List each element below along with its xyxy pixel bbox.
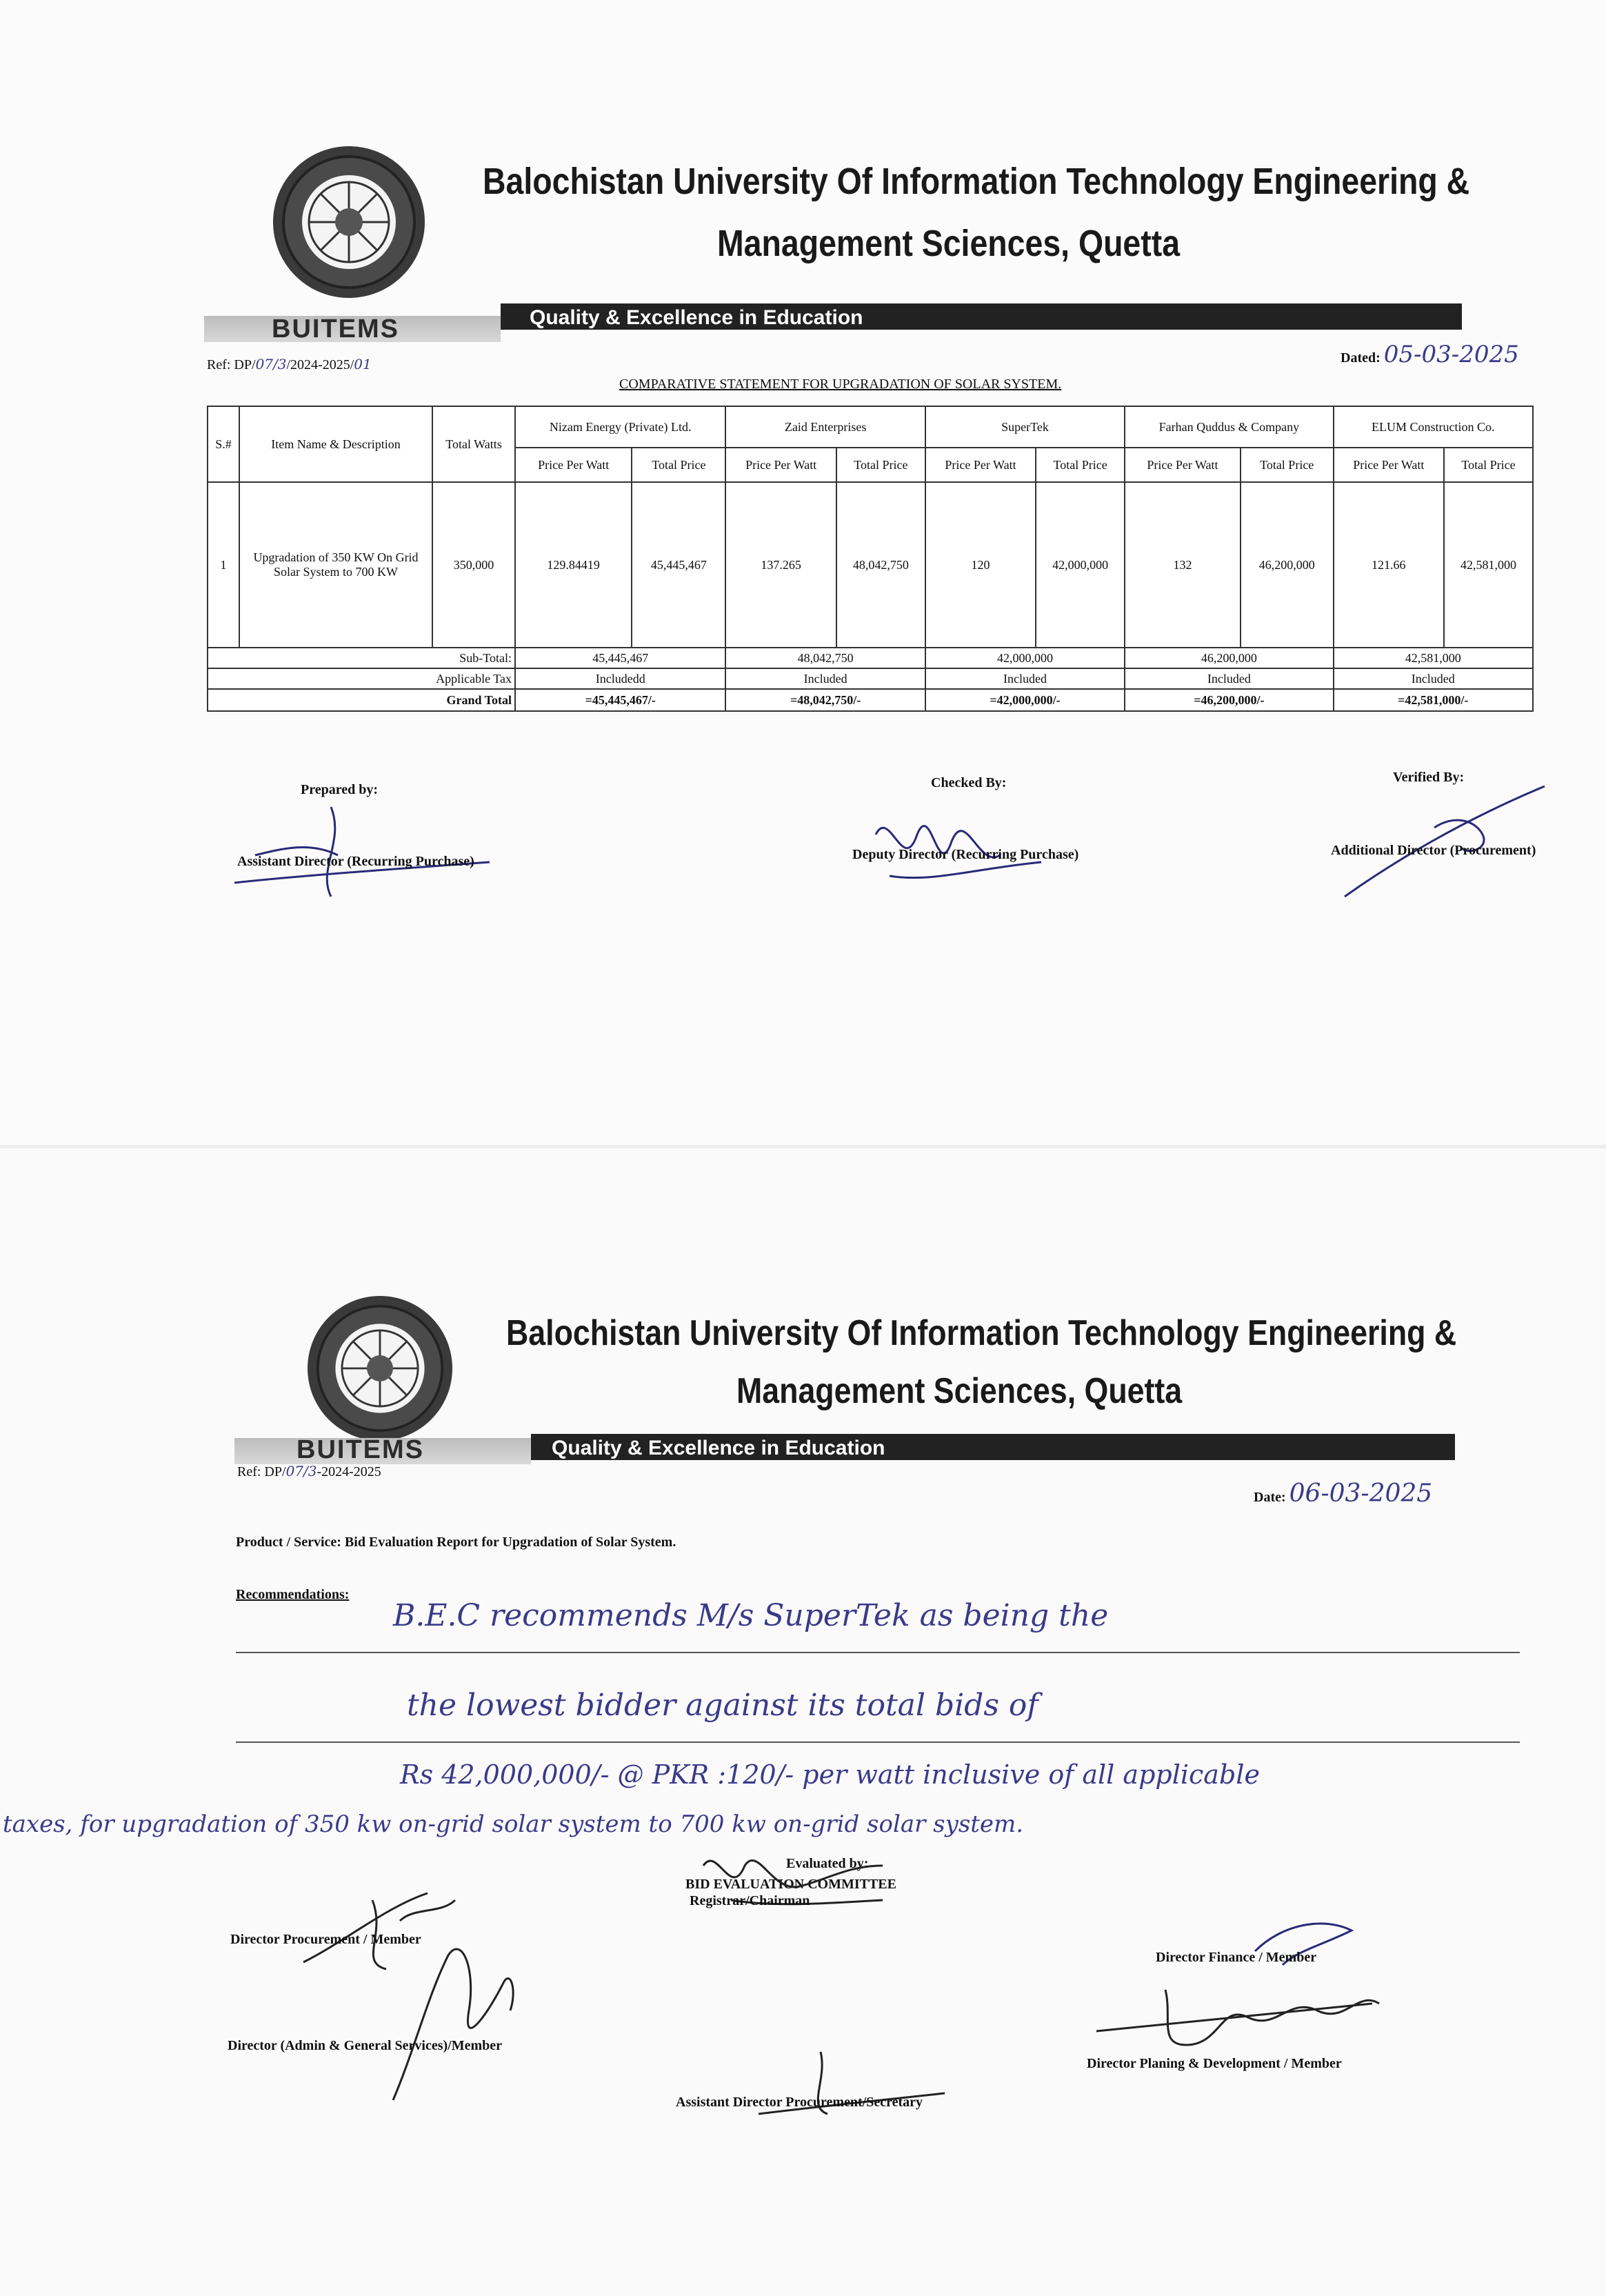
- table-row: [208, 482, 1533, 648]
- subtotal-value: 45,445,467: [515, 648, 725, 668]
- reference-number: Ref: DP/07/3-2024-2025: [237, 1463, 381, 1479]
- vendor-name: ELUM Construction Co.: [1334, 406, 1533, 448]
- grand-total-value: =45,445,467/-: [515, 689, 725, 711]
- grand-total-value: =42,581,000/-: [1334, 689, 1533, 711]
- recommendation-line-1: B.E.C recommends M/s SuperTek as being the: [393, 1598, 1109, 1633]
- subtotal-label: Sub-Total:: [208, 648, 515, 668]
- cell-total: 48,042,750: [836, 482, 925, 648]
- subheader-total: Total Price: [836, 448, 925, 482]
- vendor-name: SuperTek: [925, 406, 1125, 448]
- university-name-line1: Balochistan University Of Information Technology Engineering &: [483, 161, 1470, 202]
- subheader-ppw: Price Per Watt: [515, 448, 632, 482]
- recommendations-label: Recommendations:: [236, 1587, 350, 1602]
- signature-dir-admin: [372, 1928, 524, 2107]
- asst-dir-title: Assistant Director Procurement/Secretary: [676, 2095, 923, 2110]
- subheader-ppw: Price Per Watt: [725, 448, 836, 482]
- cell-ppw: 120: [925, 482, 1036, 648]
- date-field: Dated: 05-03-2025: [1341, 341, 1519, 368]
- verified-by-title: Additional Director (Procurement): [1331, 843, 1536, 858]
- evaluated-by-label: Evaluated by:: [786, 1856, 869, 1871]
- cell-ppw: 129.84419: [515, 482, 632, 648]
- tax-value: Includedd: [515, 668, 725, 689]
- cell-ppw: 137.265: [725, 482, 836, 648]
- tax-value: Included: [1125, 668, 1333, 689]
- brand-name: BUITEMS: [272, 315, 399, 343]
- subheader-ppw: Price Per Watt: [1334, 448, 1444, 482]
- row-watts: 350,000: [432, 482, 515, 648]
- university-seal-logo: [273, 146, 425, 298]
- dir-procurement-title: Director Procurement / Member: [230, 1932, 421, 1947]
- university-name-line2: Management Sciences, Quetta: [717, 223, 1181, 264]
- cell-ppw: 121.66: [1334, 482, 1444, 648]
- cell-total: 42,000,000: [1036, 482, 1125, 648]
- date-field: Date: 06-03-2025: [1254, 1479, 1433, 1508]
- committee-name: BID EVALUATION COMMITTEE: [685, 1877, 896, 1892]
- dir-finance-title: Director Finance / Member: [1156, 1950, 1317, 1965]
- dir-planning-title: Director Planing & Development / Member: [1087, 2056, 1342, 2071]
- vendor-name: Zaid Enterprises: [725, 406, 925, 448]
- university-seal-logo: [308, 1296, 452, 1441]
- vendor-name: Farhan Quddus & Company: [1125, 406, 1333, 448]
- cell-total: 46,200,000: [1241, 482, 1334, 648]
- tax-value: Included: [925, 668, 1125, 689]
- tagline: Quality & Excellence in Education: [530, 306, 863, 329]
- signature-prepared: [214, 793, 503, 904]
- header-sn: S.#: [208, 406, 239, 482]
- subheader-total: Total Price: [632, 448, 725, 482]
- recommendation-line-2: the lowest bidder against its total bids of: [407, 1688, 1038, 1723]
- grand-total-label: Grand Total: [208, 689, 515, 711]
- verified-by-label: Verified By:: [1393, 770, 1465, 785]
- dir-admin-title: Director (Admin & General Services)/Member: [228, 2038, 503, 2053]
- chairman-title: Registrar/Chairman: [690, 1893, 810, 1908]
- subtotal-row: [208, 648, 1533, 668]
- grand-total-value: =46,200,000/-: [1125, 689, 1333, 711]
- subtotal-value: 48,042,750: [725, 648, 925, 668]
- checked-by-label: Checked By:: [931, 775, 1007, 790]
- product-service-line: Product / Service: Bid Evaluation Report for Upgradation of Solar System.: [236, 1535, 676, 1550]
- subheader-total: Total Price: [1444, 448, 1533, 482]
- vendor-header-row: [208, 406, 1533, 448]
- tagline: Quality & Excellence in Education: [552, 1437, 885, 1459]
- brand-name: BUITEMS: [297, 1435, 424, 1464]
- bid-evaluation-page: [0, 1148, 1606, 2296]
- tax-value: Included: [1334, 668, 1533, 689]
- comparative-table: [207, 406, 1534, 712]
- grand-total-value: =42,000,000/-: [925, 689, 1125, 711]
- tax-row: [208, 668, 1533, 689]
- signature-dir-finance: [1241, 1910, 1379, 1979]
- university-name-line1: Balochistan University Of Information Technology Engineering &: [506, 1313, 1457, 1353]
- tax-label: Applicable Tax: [208, 668, 515, 689]
- vendor-name: Nizam Energy (Private) Ltd.: [515, 406, 725, 448]
- checked-by-title: Deputy Director (Recurring Purchase): [852, 847, 1079, 862]
- cell-ppw: 132: [1125, 482, 1241, 648]
- header-watts: Total Watts: [432, 406, 515, 482]
- row-sn: 1: [208, 482, 239, 648]
- subheader-ppw: Price Per Watt: [925, 448, 1036, 482]
- grand-total-value: =48,042,750/-: [725, 689, 925, 711]
- recommendation-line-4: taxes, for upgradation of 350 kw on-grid solar system to 700 kw on-grid solar system.: [3, 1810, 1024, 1838]
- rule-line: [236, 1741, 1520, 1743]
- subheader-ppw: Price Per Watt: [1125, 448, 1241, 482]
- subheader-total: Total Price: [1036, 448, 1125, 482]
- university-name-line2: Management Sciences, Quetta: [736, 1371, 1183, 1411]
- subtotal-value: 46,200,000: [1125, 648, 1333, 668]
- subtotal-value: 42,000,000: [925, 648, 1125, 668]
- cell-total: 45,445,467: [632, 482, 725, 648]
- row-item: Upgradation of 350 KW On Grid Solar System to 700 KW: [239, 482, 432, 648]
- reference-number: Ref: DP/07/3/2024-2025/01: [207, 356, 372, 372]
- statement-title: COMPARATIVE STATEMENT FOR UPGRADATION OF SOLAR SYSTEM.: [619, 377, 1062, 392]
- prepared-by-title: Assistant Director (Recurring Purchase): [237, 854, 474, 869]
- header-item: Item Name & Description: [239, 406, 432, 482]
- prepared-by-label: Prepared by:: [301, 782, 379, 797]
- signature-dir-planning: [1083, 1976, 1427, 2066]
- rule-line: [236, 1652, 1520, 1653]
- subtotal-value: 42,581,000: [1334, 648, 1533, 668]
- grand-total-row: [208, 689, 1533, 711]
- subheader-total: Total Price: [1241, 448, 1334, 482]
- signature-verified: [1324, 779, 1558, 904]
- recommendation-line-3: Rs 42,000,000/- @ PKR :120/- per watt inclusive of all applicable: [400, 1759, 1260, 1790]
- tax-value: Included: [725, 668, 925, 689]
- cell-total: 42,581,000: [1444, 482, 1533, 648]
